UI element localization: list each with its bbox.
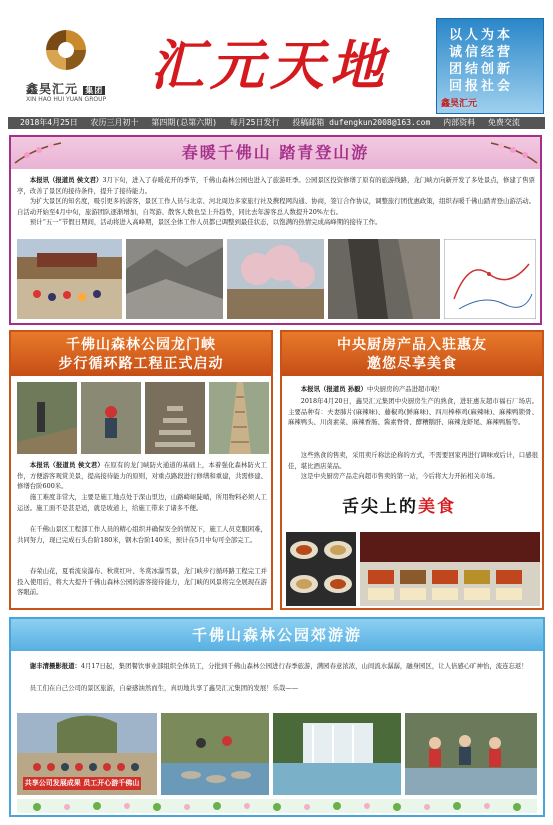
issue-number: 第四期(总第六期) bbox=[151, 118, 218, 127]
photo-wooden-stairs bbox=[209, 382, 269, 454]
internal-notice: 内部资料 bbox=[443, 118, 476, 127]
slogan-logo: 鑫昊汇元 bbox=[441, 99, 478, 109]
masthead-title: 汇元天地 bbox=[150, 33, 390, 97]
article-staff-outing bbox=[9, 617, 545, 817]
photo-caption: 共享公司发展成果 员工开心游千佛山 bbox=[23, 777, 141, 790]
photo-staff-by-stream bbox=[405, 713, 537, 795]
article-paragraph: 为扩大景区的知名度，吸引更多的游客，景区工作人员与北京、河北周边多家旅行社及携程网沟通、协商，签订合作协议，调整旅行团优惠政策，组织春暖千佛山踏青登山游活动。自活动开始至4月中旬，旅游团队逐渐增加，自驾游、散客人数也呈上升趋势，同比去年游客总人数提升20%左右。 bbox=[17, 197, 535, 216]
article-title: 千佛山森林公园郊游游 bbox=[11, 619, 543, 651]
photo-construction bbox=[17, 382, 77, 454]
free-notice: 免费交流 bbox=[487, 118, 520, 127]
photo-waterfall bbox=[273, 713, 401, 795]
article-paragraph: 预计“五一”节假日期间，活动将进入高峰期，景区全体工作人员都已调整到最佳状态，以饱满的热情完成高峰期的接待工作。 bbox=[29, 218, 382, 226]
photo-workers bbox=[81, 382, 141, 454]
article-paragraph: 员工们在自己公司的景区旅游，自豪感油然而生，真切地共享了鑫昊汇元集团的发展！乐哉—— bbox=[29, 684, 299, 692]
article-central-kitchen bbox=[280, 330, 544, 610]
brand-name: 鑫昊汇元 集团 bbox=[26, 82, 104, 96]
group-logo-icon bbox=[46, 30, 86, 70]
trail-map-diagram bbox=[444, 239, 536, 319]
article-spring-hike bbox=[9, 135, 542, 325]
slogan-box bbox=[436, 18, 544, 114]
lunar-date: 农历三月初十 bbox=[90, 118, 139, 127]
photo-blossom-tree bbox=[227, 239, 324, 319]
article-paragraph: 本报讯（报道员 孙毅）中央厨房的产品进超市啦！ bbox=[300, 385, 444, 393]
article-paragraph: 本报讯（报道员 侯文君）3月下旬，进入了春暖花开的季节，千佛山森林公园也进入了旅游旺季。公园景区投资修缮了原有的旅游线路，龙门峡方向新开发了多处景点，修建了售票亭，改善了景区的接待条件，提升了接待能力。 bbox=[17, 176, 535, 195]
photo-stepping-stones bbox=[161, 713, 269, 795]
decorative-flowers-icon bbox=[17, 799, 537, 813]
article-longmen-trail bbox=[9, 330, 273, 610]
article-paragraph: 施工难度非常大，主要是施工地点处于深山里边，山路崎岖陡峭，所用物料必须人工运送。施工面不是甚是适，就是坡道上，给施工带来了诸多不便。 bbox=[17, 493, 267, 512]
article-paragraph: 谢丰清摄影报道：4月17日起，集团餐饮事业部组织全体员工，分批到千佛山森林公园进行春季旅游，满园春意浓浓，山间流水潺潺，融身园区，让人倍感心旷神怡，流连忘返！ bbox=[29, 662, 528, 670]
slogan-line: 诚信经营 bbox=[449, 45, 514, 60]
photo-rocky-slope bbox=[126, 239, 223, 319]
photo-cliff bbox=[328, 239, 440, 319]
photo-dishes bbox=[286, 532, 356, 606]
article-paragraph: 春荣山花，夏看流泉瀑布、秋赏红叶、冬赏冰瀑雪景，龙门峡步行循环路工程完工并投入使用后，将大大提升千佛山森林公园的游客接待能力，龙门峡的风景将完全展现在游客眼前。 bbox=[17, 567, 267, 596]
issue-date: 2018年4月25日 bbox=[20, 118, 78, 127]
article-paragraph: 这是中央厨房产品走向超市售卖的第一站，今后将大力开拓相关市场。 bbox=[300, 472, 499, 480]
tagline: 舌尖上的美食 bbox=[342, 497, 456, 517]
slogan-line: 团结创新 bbox=[449, 62, 514, 77]
article-title: 中央厨房产品入驻惠友 邀您尽享美食 bbox=[282, 332, 542, 376]
photo-tour-group bbox=[17, 239, 122, 319]
blossom-branch-icon bbox=[489, 139, 539, 167]
issue-frequency: 每月25日发行 bbox=[229, 118, 280, 127]
article-paragraph: 在千佛山景区工程部工作人员的精心组织并确保安全的情况下，施工人员克服困难，共同努力，现已完成石头台阶180米，钢木台阶140米，预计在5月中旬可全部完工。 bbox=[17, 525, 267, 544]
article-paragraph: 2018年4月20日，鑫昊汇元集团中央厨房生产的熟食，进驻惠友超市福石厂场店。主要品种有：夫妻肺片(麻辣味)、藤椒鸡(鲜麻味)、四川棒棒鸡(麻辣味)、麻辣鸭锁骨、麻辣鸭头、川卤素菜、麻辣香肠、酱素脊骨、酵糟鹅肝、麻辣龙虾尾、麻辣鸭肠等。 bbox=[288, 397, 538, 426]
photo-stone-steps bbox=[145, 382, 205, 454]
article-paragraph: 本报讯（报道员 侯文君）在原有的龙门峡防火通道的基础上，本着强化森林防火工作，方便游客观赏美景，提高接待能力的原则，对重点路段进行修缮和重建，共需修建、修缮台阶600米。 bbox=[17, 461, 268, 490]
submission-email: 投稿邮箱 dufengkun2008@163.com bbox=[292, 118, 431, 127]
slogan-line: 回报社会 bbox=[449, 79, 514, 94]
slogan-line: 以人为本 bbox=[449, 28, 514, 43]
article-paragraph: 这些熟食的售卖，采用卖斤称法论称的方式，不需要回家再进行调味或后计，口感很佳，堪比酒店菜品。 bbox=[288, 451, 538, 470]
issue-strip bbox=[8, 117, 545, 129]
photo-deli-counter bbox=[360, 532, 540, 606]
article-title: 春暖千佛山 踏青登山游 bbox=[11, 137, 540, 169]
brand-name-en: XIN HAO HUI YUAN GROUP bbox=[26, 96, 107, 103]
article-title: 千佛山森林公园龙门峡 步行循环路工程正式启动 bbox=[11, 332, 271, 376]
blossom-branch-icon bbox=[13, 139, 63, 167]
